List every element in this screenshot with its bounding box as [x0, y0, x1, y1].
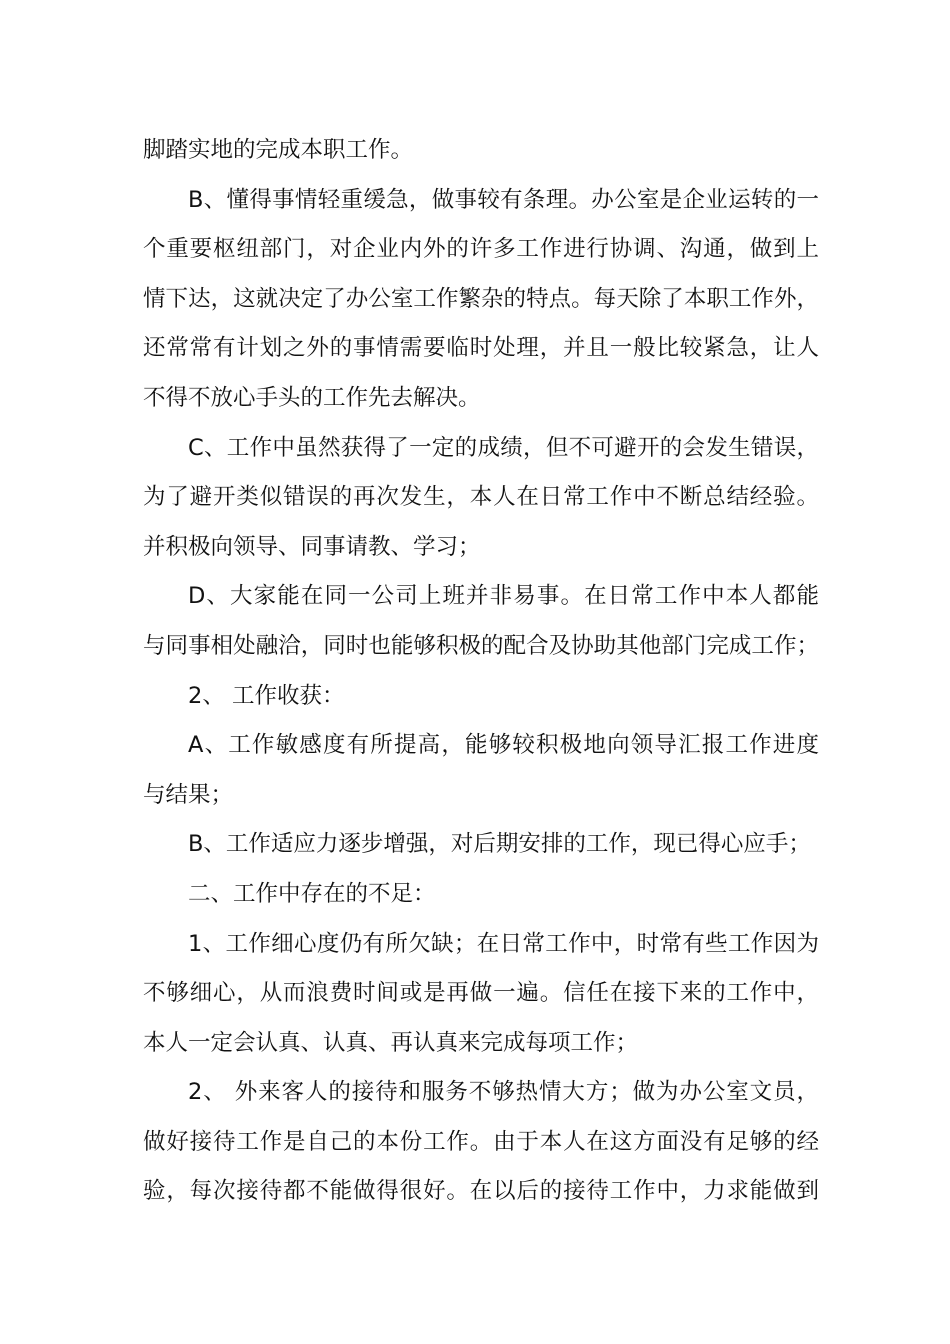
text-line: 与同事相处融洽，同时也能够积极的配合及协助其他部门完成工作；: [143, 632, 819, 659]
text-line: 不够细心，从而浪费时间或是再做一遍。信任在接下来的工作中，: [143, 980, 819, 1007]
body-text: [143, 126, 819, 1217]
text-line: 做好接待工作是自己的本份工作。由于本人在这方面没有足够的经: [143, 1128, 819, 1155]
text-line: 脚踏实地的完成本职工作。: [143, 137, 414, 163]
text-line: B、懂得事情轻重缓急，做事较有条理。办公室是企业运转的一: [188, 186, 819, 213]
text-line: A、工作敏感度有所提高，能够较积极地向领导汇报工作进度: [188, 732, 819, 759]
text-line: 为了避开类似错误的再次发生，本人在日常工作中不断总结经验。: [143, 484, 819, 511]
text-line: 本人一定会认真、认真、再认真来完成每项工作；: [143, 1029, 639, 1056]
text-line: D、大家能在同一公司上班并非易事。在日常工作中本人都能: [188, 583, 819, 610]
text-line: 情下达，这就决定了办公室工作繁杂的特点。每天除了本职工作外，: [143, 285, 819, 312]
text-line: 二、工作中存在的不足：: [188, 880, 436, 907]
text-line: 2、 工作收获：: [188, 682, 345, 709]
text-line: B、工作适应力逐步增强，对后期安排的工作，现已得心应手；: [188, 831, 811, 858]
text-line: C、工作中虽然获得了一定的成绩，但不可避开的会发生错误，: [188, 434, 819, 461]
text-line: 不得不放心手头的工作先去解决。: [143, 384, 481, 411]
text-line: 1、工作细心度仍有所欠缺；在日常工作中，时常有些工作因为: [188, 930, 819, 957]
text-line: 还常常有计划之外的事情需要临时处理，并且一般比较紧急，让人: [143, 335, 819, 362]
text-line: 个重要枢纽部门，对企业内外的许多工作进行协调、沟通，做到上: [143, 236, 819, 263]
text-line: 验，每次接待都不能做得很好。在以后的接待工作中，力求能做到: [143, 1178, 819, 1205]
text-line: 与结果；: [143, 781, 234, 808]
text-line: 2、 外来客人的接待和服务不够热情大方；做为办公室文员，: [188, 1079, 819, 1106]
text-line: 并积极向领导、同事请教、学习；: [143, 533, 481, 560]
